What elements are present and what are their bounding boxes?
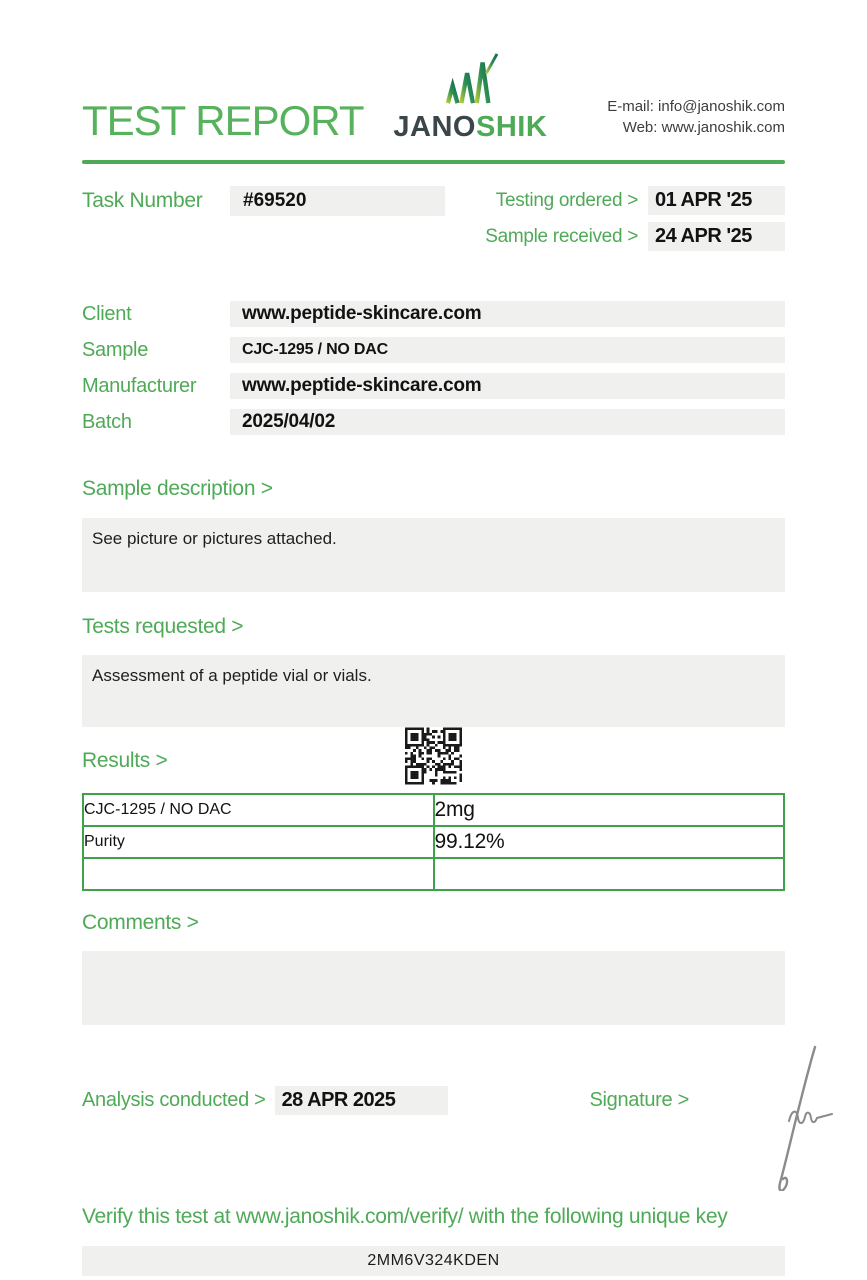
manufacturer-value: www.peptide-skincare.com [230,373,785,399]
table-row [83,794,784,826]
table-row [83,858,784,890]
result-name-cell: CJC-1295 / NO DAC [83,794,434,826]
contact-info [607,96,785,142]
testing-ordered-date: 01 APR '25 [648,186,785,215]
sample-value: CJC-1295 / NO DAC [230,337,785,363]
tests-requested-box: Assessment of a peptide vial or vials. [82,655,785,727]
sample-received-row [485,222,785,251]
sample-received-label: Sample received > [485,225,638,247]
comments-box [82,951,785,1025]
web-value: www.janoshik.com [661,119,785,136]
signature-label: Signature > [589,1088,689,1111]
table-row [83,826,784,858]
task-number-row [82,186,445,216]
testing-ordered-row [485,186,785,215]
header [82,0,785,142]
analysis-conducted-label: Analysis conducted > [82,1088,266,1111]
client-row [82,301,785,327]
web-label: Web: [622,119,658,136]
email-value: info@janoshik.com [658,98,785,115]
logo-text-dark: JANO [393,111,476,143]
email-label: E-mail: [607,98,654,115]
results-section [82,727,785,891]
qr-code [405,726,462,786]
result-value-cell: 2mg [434,794,785,826]
manufacturer-row [82,373,785,399]
result-name-cell [83,858,434,890]
analysis-signature-row [82,1085,785,1115]
sample-description-heading: Sample description > [82,477,273,500]
logo-wordmark [393,113,547,142]
batch-row [82,409,785,435]
result-value-cell: 99.12% [434,826,785,858]
sample-description-box: See picture or pictures attached. [82,518,785,592]
page-title: TEST REPORT [82,97,364,144]
result-name-cell: Purity [83,826,434,858]
contact-email-line [607,96,785,117]
client-value: www.peptide-skincare.com [230,301,785,327]
manufacturer-label: Manufacturer [82,374,197,397]
contact-web-line [607,117,785,138]
dates-block [485,186,785,251]
testing-ordered-label: Testing ordered > [495,189,638,211]
janoshik-logo [393,52,547,142]
verify-instruction: Verify this test at www.janoshik.com/verify/ with the following unique key [82,1205,728,1228]
task-number-label: Task Number [82,189,203,212]
unique-key: 2MM6V324KDEN [82,1246,785,1276]
analysis-date: 28 APR 2025 [275,1086,448,1115]
task-number-value: #69520 [230,186,445,216]
tests-requested-heading: Tests requested > [82,615,244,638]
batch-value: 2025/04/02 [230,409,785,435]
batch-label: Batch [82,410,132,433]
task-section [82,186,785,251]
sample-label: Sample [82,338,149,361]
results-table [82,793,785,891]
client-label: Client [82,302,132,325]
sample-row [82,337,785,363]
info-section [82,301,785,435]
results-heading: Results > [82,749,168,772]
sample-received-date: 24 APR '25 [648,222,785,251]
comments-heading: Comments > [82,911,199,934]
logo-text-green: SHIK [476,111,548,143]
signature-image [759,1041,833,1191]
bar-chart-growth-icon [439,52,501,111]
header-divider [82,160,785,164]
result-value-cell [434,858,785,890]
